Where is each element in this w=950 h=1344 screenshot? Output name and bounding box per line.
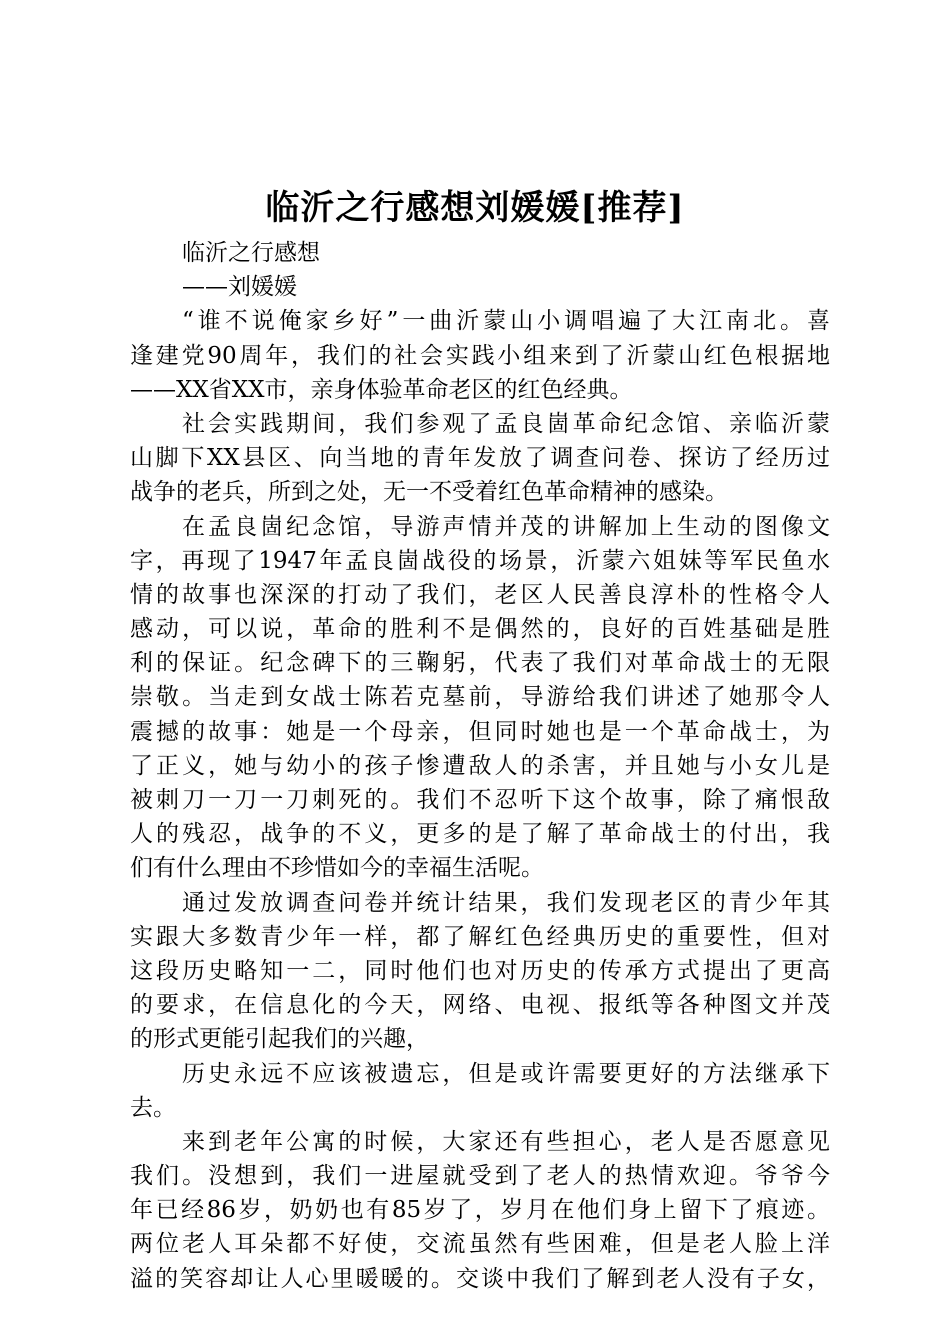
text-line: 历史永远不应该被遗忘，但是或许需要更好的方法继承下 [182,1060,830,1087]
text-line: 字，再现了1947年孟良崮战役的场景，沂蒙六姐妹等军民鱼水 [130,547,830,574]
text-line: 的形式更能引起我们的兴趣， [130,1026,429,1053]
text-line: 了正义，她与幼小的孩子惨遭敌人的杀害，并且她与小女儿是 [130,752,830,779]
text-line: 溢的笑容却让人心里暖暖的。交谈中我们了解到老人没有子女， [130,1265,830,1292]
text-line: 逢建党90周年，我们的社会实践小组来到了沂蒙山红色根据地 [130,342,830,369]
text-line: ——XX省XX市，亲身体验革命老区的红色经典。 [130,376,633,403]
text-line: 社会实践期间，我们参观了孟良崮革命纪念馆、亲临沂蒙 [182,410,830,437]
text-line: 战争的老兵，所到之处，无一不受着红色革命精神的感染。 [130,479,728,506]
text-line: 山脚下XX县区、向当地的青年发放了调查问卷、探访了经历过 [130,445,830,472]
text-line: 崇敬。当走到女战士陈若克墓前，导游给我们讲述了她那令人 [130,684,830,711]
text-line: 被刺刀一刀一刀刺死的。我们不忍听下这个故事，除了痛恨敌 [130,787,830,813]
text-line: 我们。没想到，我们一进屋就受到了老人的热情欢迎。爷爷今 [130,1163,830,1190]
document-title: 临沂之行感想刘媛媛[推荐] [265,188,685,228]
text-line: 实跟大多数青少年一样，都了解红色经典历史的重要性，但对 [130,923,830,950]
text-line: 来到老年公寓的时候，大家还有些担心，老人是否愿意见 [182,1128,830,1155]
text-line: 震撼的故事：她是一个母亲，但同时她也是一个革命战士，为 [130,718,830,745]
text-line: 情的故事也深深的打动了我们，老区人民善良淳朴的性格令人 [130,581,830,608]
text-line: 在孟良崮纪念馆，导游声情并茂的讲解加上生动的图像文 [182,513,830,540]
text-line: 年已经86岁，奶奶也有85岁了，岁月在他们身上留下了痕迹。 [130,1197,830,1224]
text-line: 人的残忍，战争的不义，更多的是了解了革命战士的付出，我 [130,821,830,848]
text-line: 去。 [130,1094,176,1121]
text-line: 两位老人耳朵都不好使，交流虽然有些困难，但是老人脸上洋 [130,1231,830,1258]
text-line: ——刘媛媛 [182,274,297,301]
text-line: 这段历史略知一二，同时他们也对历史的传承方式提出了更高 [130,957,830,984]
text-line: 通过发放调查问卷并统计结果，我们发现老区的青少年其 [182,889,830,916]
text-line: 利的保证。纪念碑下的三鞠躬，代表了我们对革命战士的无限 [130,650,830,677]
text-line: “谁不说俺家乡好”一曲沂蒙山小调唱遍了大江南北。喜 [182,308,830,335]
text-line: 感动，可以说，革命的胜利不是偶然的，良好的百姓基础是胜 [130,616,830,643]
text-line: 的要求，在信息化的今天，网络、电视、报纸等各种图文并茂 [130,992,830,1019]
text-line: 临沂之行感想 [182,240,320,266]
text-line: 们有什么理由不珍惜如今的幸福生活呢。 [130,855,544,882]
document-body [130,236,830,1296]
